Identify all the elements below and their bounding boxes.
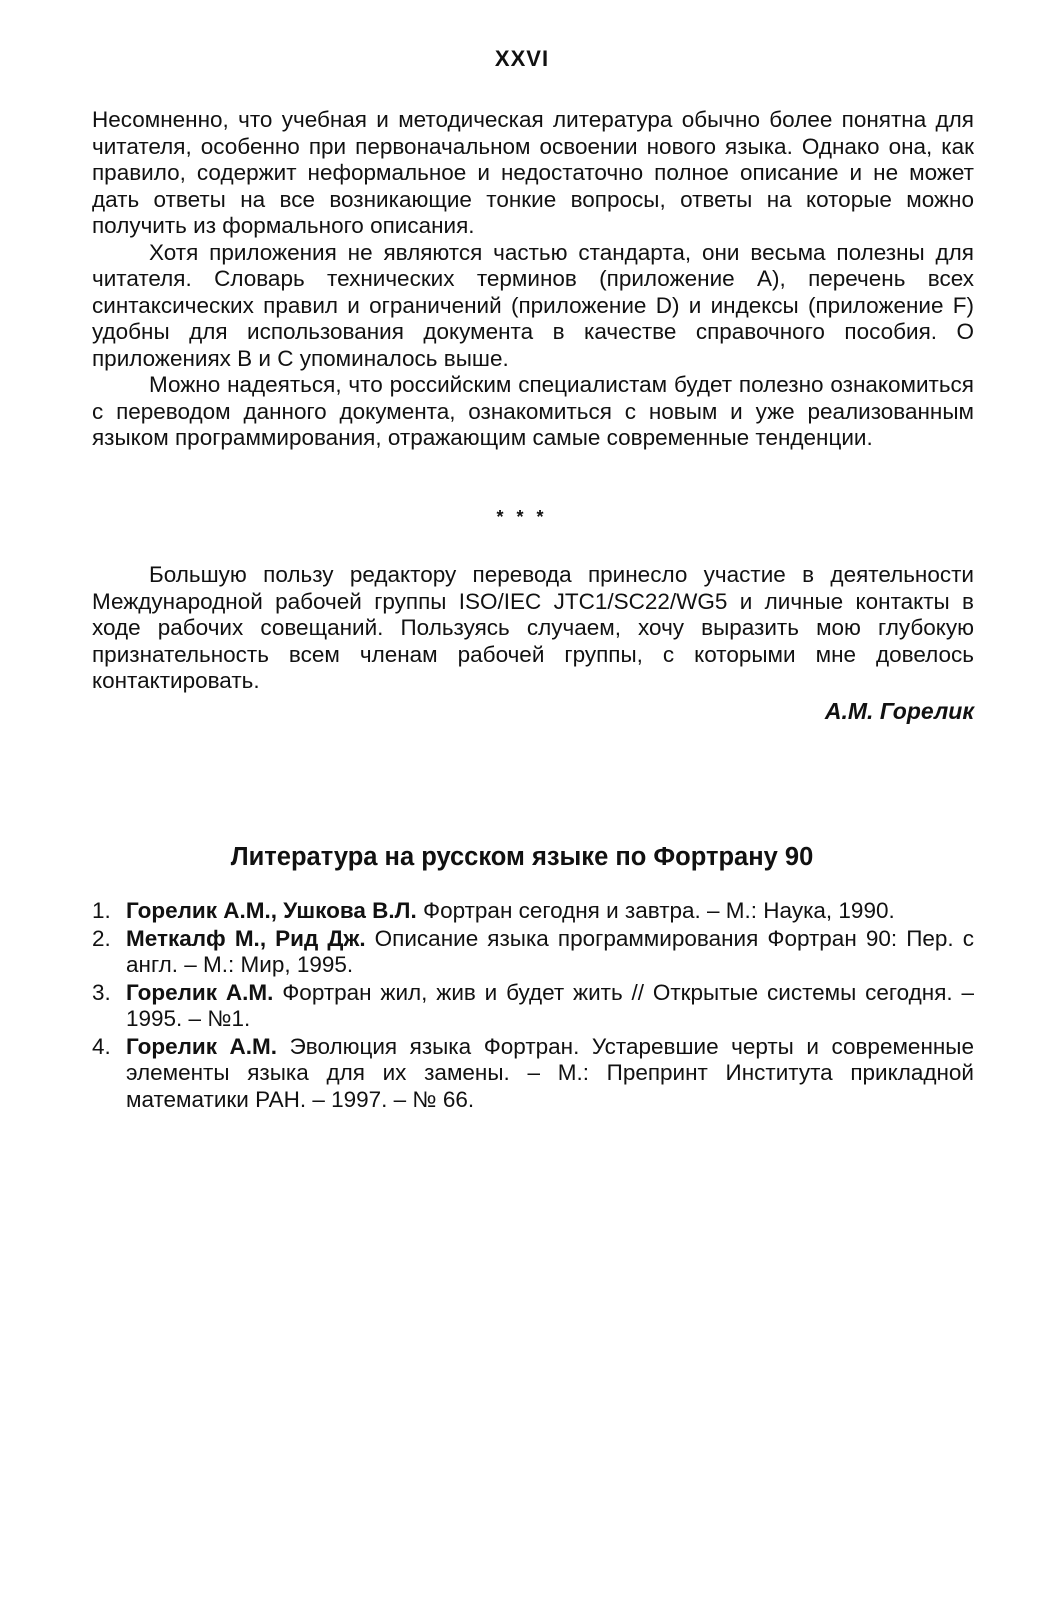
- reference-number: 4.: [92, 1033, 111, 1059]
- page-number: XXVI: [494, 46, 550, 71]
- reference-item: [92, 980, 974, 1033]
- reference-item: [92, 926, 974, 979]
- reference-authors: Горелик А.М., Ушкова В.Л.: [126, 898, 417, 923]
- reference-number: 1.: [92, 898, 111, 923]
- reference-text: Фортран сегодня и завтра. – М.: Наука, 1990.: [416, 898, 895, 923]
- text-block-acknowledgement: [92, 562, 974, 695]
- section-separator: * * *: [496, 507, 548, 527]
- paragraph-3: Можно надеяться, что российским специалистам будет полезно ознакомиться с переводом данного документа, ознакомиться с новым и уже реализованным языком программирования, отражающим самые современные тенденции.: [92, 372, 974, 450]
- author-signature: А.М. Горелик: [824, 698, 974, 724]
- paragraph-acknowledgement: Большую пользу редактору перевода принесло участие в деятельности Международной рабочей группы ISO/IEC JTC1/SC22/WG5 и личные контакты в ходе рабочих совещаний. Пользуясь случаем, хочу выразить мою глубокую признательность всем членам рабочей группы, с которыми мне довелось контактировать.: [92, 562, 974, 693]
- reference-authors: Меткалф М., Рид Дж.: [126, 925, 366, 951]
- reference-item: [92, 1034, 974, 1114]
- reference-authors: Горелик А.М.: [126, 1033, 278, 1059]
- references-list: [92, 898, 974, 1114]
- text-block-intro: [92, 107, 974, 452]
- reference-item: [92, 898, 974, 925]
- reference-number: 3.: [92, 979, 111, 1005]
- reference-text: Описание языка программирования Фортран 90: Пер. с англ. – М.: Мир, 1995.: [126, 925, 974, 977]
- paragraph-1: Несомненно, что учебная и методическая литература обычно более понятна для читателя, особенно при первоначальном освоении нового языка. Однако она, как правило, содержит неформальное и недостаточно полное описание и не может дать ответы на все возникающие тонкие вопросы, ответы на которые можно получить из формального описания.: [92, 107, 974, 238]
- reference-number: 2.: [92, 925, 111, 951]
- reference-authors: Горелик А.М.: [126, 979, 274, 1005]
- reference-text: Фортран жил, жив и будет жить // Открытые системы сегодня. – 1995. – №1.: [126, 979, 974, 1031]
- references-heading: Литература на русском языке по Фортрану 90: [230, 843, 814, 871]
- reference-text: Эволюция языка Фортран. Устаревшие черты и современные элементы языка для их замены. – М.: Препринт Института прикладной математики РАН. – 1997. – № 66.: [126, 1033, 974, 1112]
- paragraph-2: Хотя приложения не являются частью стандарта, они весьма полезны для читателя. Словарь технических терминов (приложение A), перечень всех синтаксических правил и ограничений (приложение D) и индексы (приложение F) удобны для использования документа в качестве справочного пособия. О приложениях B и C упоминалось выше.: [92, 239, 974, 371]
